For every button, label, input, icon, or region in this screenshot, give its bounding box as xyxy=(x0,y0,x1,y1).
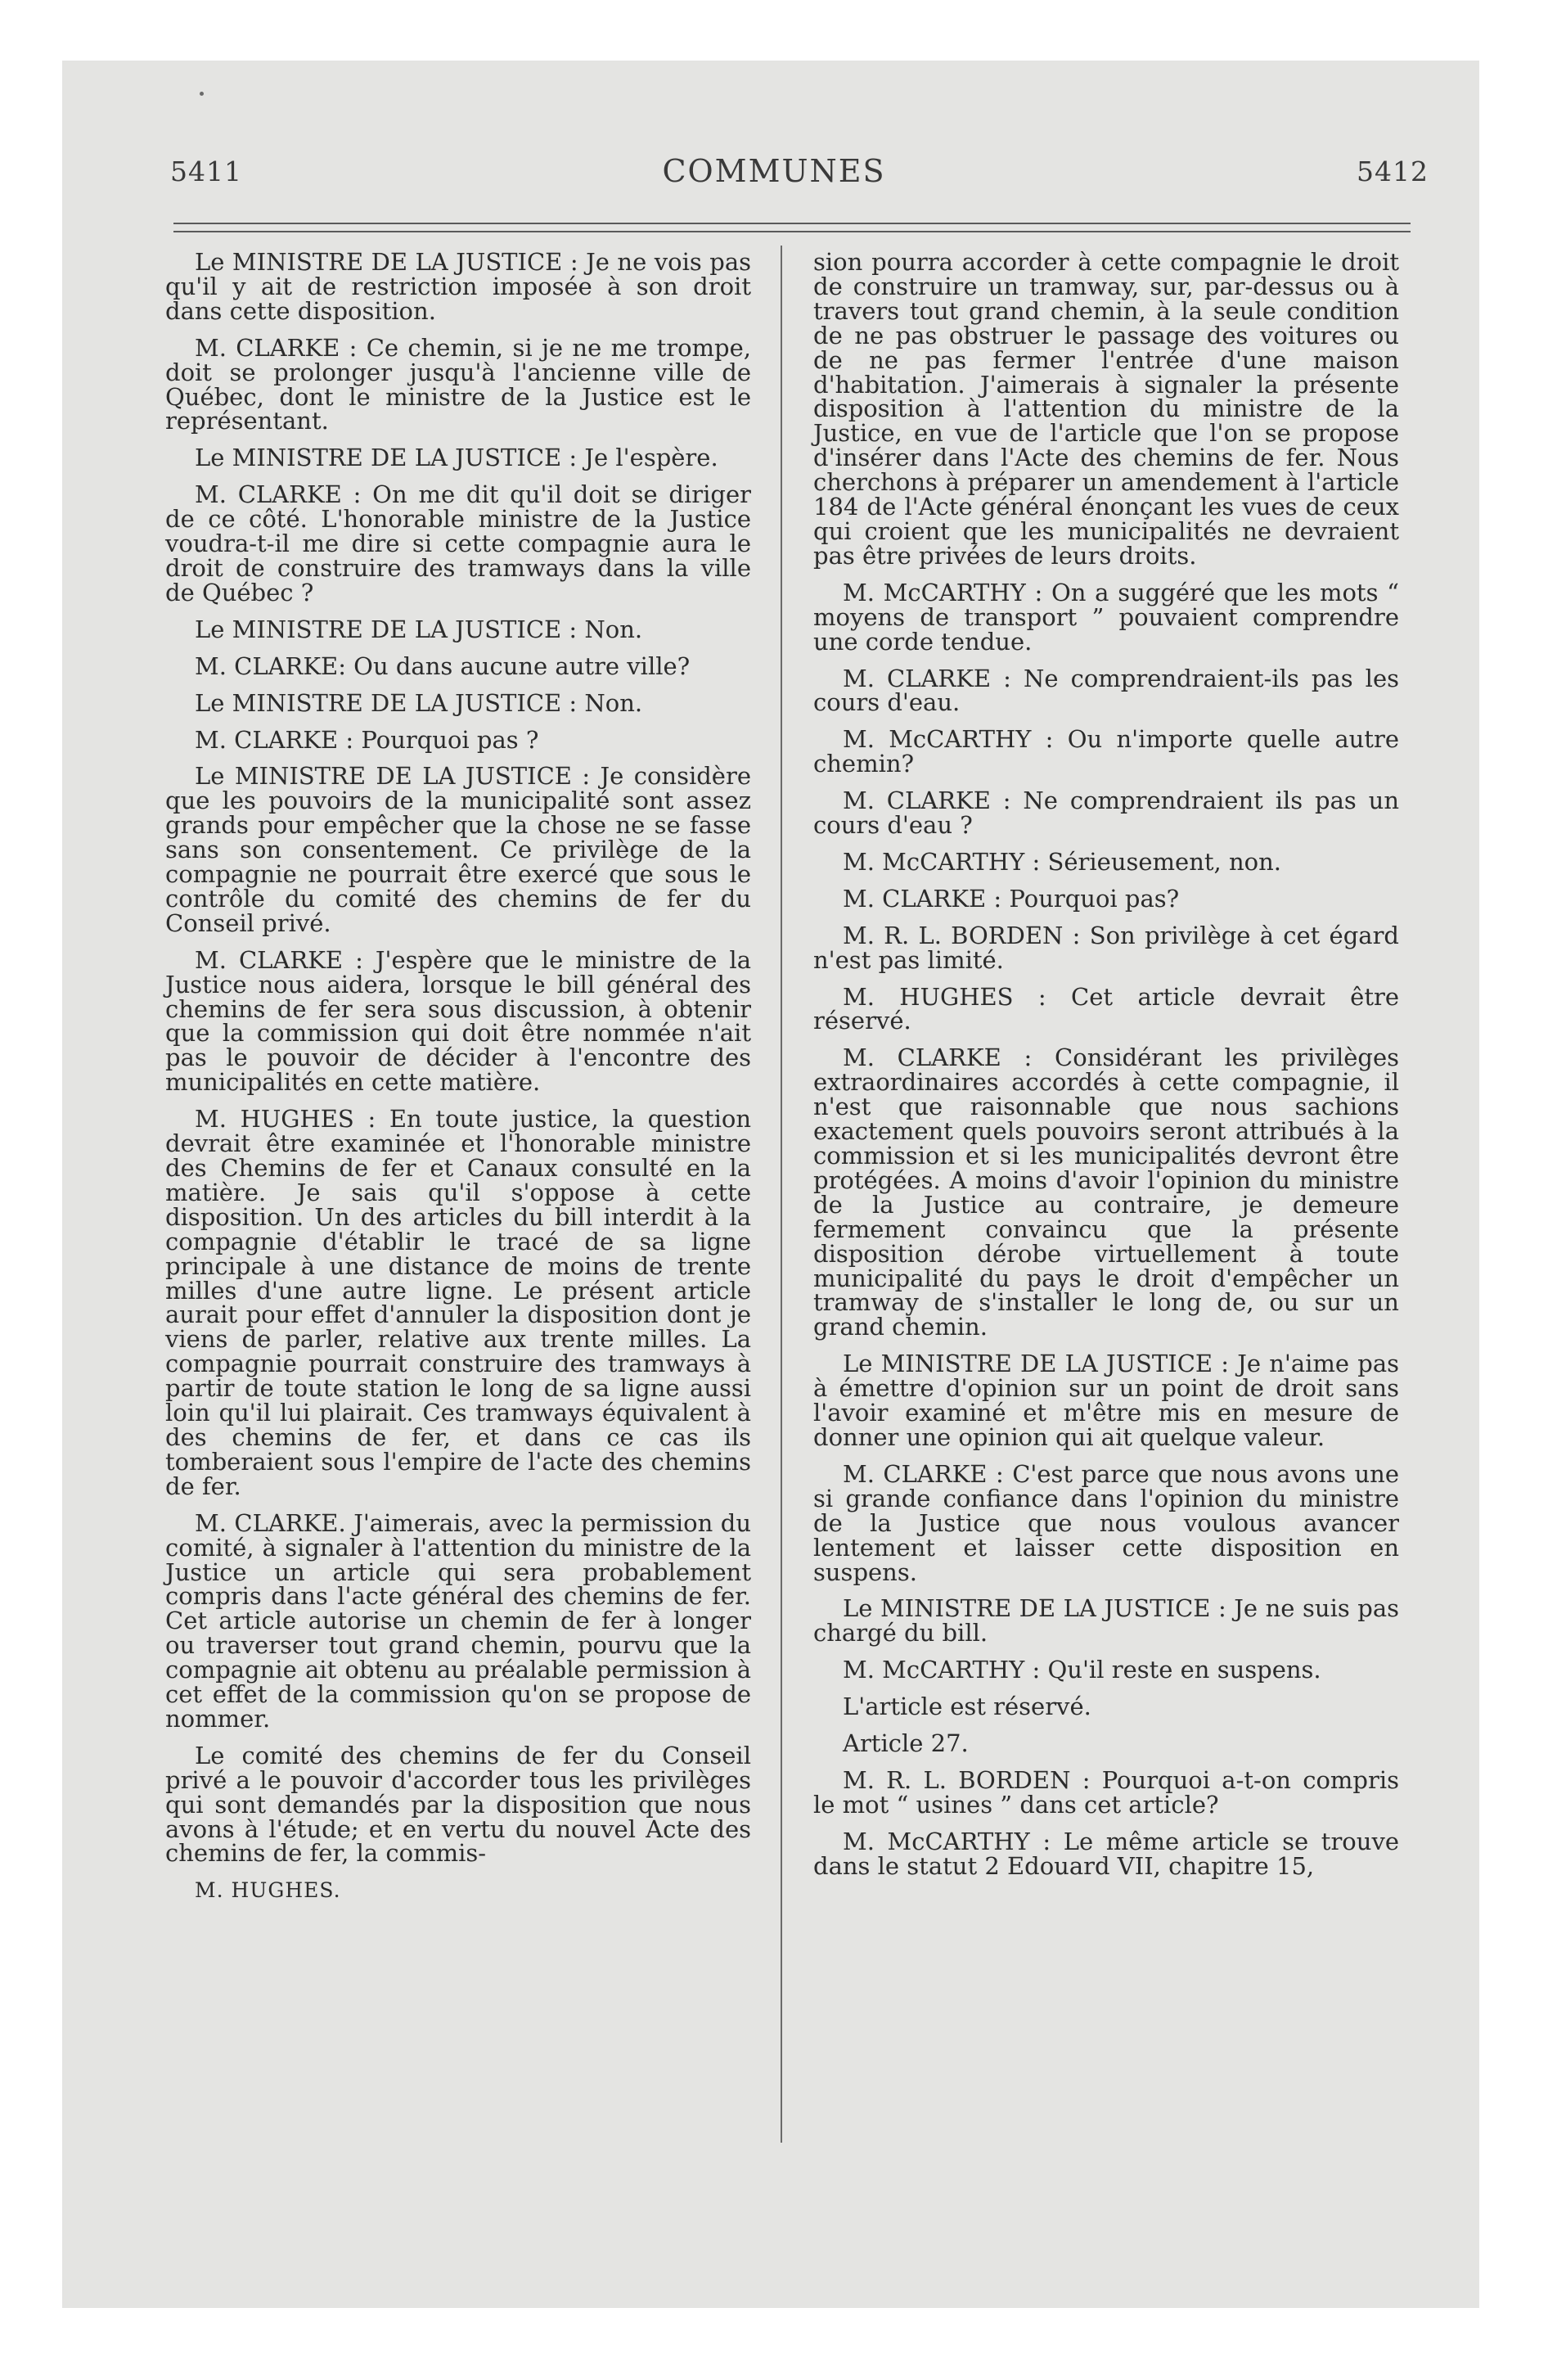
page-title: COMMUNES xyxy=(662,153,886,189)
paragraph: M. CLARKE : C'est parce que nous avons une si grande confiance dans l'opinion du ministre de la Justice que nous voulous avancer lentement et laisser cette disposition en suspens. xyxy=(813,1459,1399,1586)
paragraph: M. McCARTHY : Qu'il reste en suspens. xyxy=(843,1656,1321,1684)
paragraph: Le MINISTRE DE LA JUSTICE : Je n'aime pas à émettre d'opinion sur un point de droit sans l'avoir examiné et m'être mis en mesure de donner une opinion qui ait quelque valeur. xyxy=(813,1350,1399,1451)
paragraph: M. CLARKE : Pourquoi pas ? xyxy=(195,725,539,754)
header-rule-top xyxy=(173,223,1411,224)
paragraph: M. McCARTHY : Ou n'importe quelle autre chemin? xyxy=(813,725,1399,778)
page-number-right: 5412 xyxy=(1357,156,1429,187)
page-number-left: 5411 xyxy=(170,156,242,187)
paragraph: Le comité des chemins de fer du Conseil privé a le pouvoir d'accorder tous les privilèges qui sont demandés par la disposition que nous avons à l'étude; et en vertu du nouvel Acte des chemins de fer, la commis- xyxy=(165,1741,751,1868)
paragraph: M. CLARKE : On me dit qu'il doit se diriger de ce côté. L'honorable ministre de la Justice voudra-t-il me dire si cette compagnie aura le droit de construire des tramways dans la ville de Québec ? xyxy=(165,480,751,606)
left-column xyxy=(165,250,751,1915)
paragraph: Le MINISTRE DE LA JUSTICE : Non. xyxy=(195,615,643,643)
paragraph: M. CLARKE : J'espère que le ministre de la Justice nous aidera, lorsque le bill général des chemins de fer sera sous discussion, à obtenir que la commission qui doit être nommée n'ait pas le pouvoir de décider à l'encontre des municipalités en cette matière. xyxy=(165,945,751,1097)
column-divider xyxy=(781,246,782,2143)
paragraph: M. CLARKE. J'aimerais, avec la permission du comité, à signaler à l'attention du ministre de la Justice un article qui sera probablement compris dans l'acte général des chemins de fer. Cet article autorise un chemin de fer à longer ou traverser tout grand chemin, pourvu que la compagnie ait obtenu au préalable permission à cet effet de la commission qu'on se propose de nommer. xyxy=(165,1508,751,1733)
paragraph: Le MINISTRE DE LA JUSTICE : Je ne suis pas chargé du bill. xyxy=(813,1594,1399,1648)
paragraph: Le MINISTRE DE LA JUSTICE : Je ne vois pas qu'il y ait de restriction imposée à son droit dans cette disposition. xyxy=(165,248,751,325)
speaker-catchword: M. HUGHES. xyxy=(195,1878,341,1903)
paragraph: M. McCARTHY : On a suggéré que les mots “ moyens de transport ” pouvaient comprendre une corde tendue. xyxy=(813,578,1399,656)
paragraph: Le MINISTRE DE LA JUSTICE : Je considère que les pouvoirs de la municipalité sont assez grands pour empêcher que la chose ne se fasse sans son consentement. Ce privilège de la compagnie ne pourrait être exercé que sous le contrôle du comité des chemins de fer du Conseil privé. xyxy=(165,762,751,937)
right-column xyxy=(813,250,1399,1891)
paragraph: M. McCARTHY : Sérieusement, non. xyxy=(843,847,1282,876)
paragraph: M. R. L. BORDEN : Son privilège à cet égard n'est pas limité. xyxy=(813,921,1399,974)
paragraph: M. CLARKE : Considérant les privilèges extraordinaires accordés à cette compagnie, il n'est que raisonnable que nous sachions exactement quels pouvoirs seront attribués à la commission et si les municipalités devront être protégées. A moins d'avoir l'opinion du ministre de la Justice au contraire, je demeure fermement convaincu que la présente disposition dérobe virtuellement à toute municipalité du pays le droit d'empêcher un tramway de s'installer le long de, ou sur un grand chemin. xyxy=(813,1044,1399,1341)
header-rule-bottom xyxy=(173,231,1411,232)
ink-speck xyxy=(200,92,204,96)
paragraph: Le MINISTRE DE LA JUSTICE : Non. xyxy=(195,688,643,717)
paragraph: M. HUGHES : En toute justice, la question devrait être examinée et l'honorable ministre des Chemins de fer et Canaux consulté en la matière. Je sais qu'il s'oppose à cette disposition. Un des articles du bill interdit à la compagnie d'établir le tracé de sa ligne principale à une distance de moins de trente milles d'une autre ligne. Le présent article aurait pour effet d'annuler la disposition dont je viens de parler, relative aux trente milles. La compagnie pourrait construire des tramways à partir de toute station le long de sa ligne aussi loin qu'il lui plairait. Ces tramways équivalent à des chemins de fer, et dans ce cas ils tomberaient sous l'empire de l'acte des chemins de fer. xyxy=(165,1105,751,1500)
paragraph: Le MINISTRE DE LA JUSTICE : Je l'espère. xyxy=(195,444,718,472)
paragraph: Article 27. xyxy=(843,1729,969,1758)
paragraph: M. McCARTHY : Le même article se trouve dans le statut 2 Edouard VII, chapitre 15, xyxy=(813,1827,1399,1880)
paragraph: M. CLARKE : Pourquoi pas? xyxy=(843,884,1180,913)
paragraph: sion pourra accorder à cette compagnie le droit de construire un tramway, sur, par-dessus ou à travers tout grand chemin, à la seule condition de ne pas obstruer le passage des voitures ou de ne pas fermer l'entrée d'une maison d'habitation. J'aimerais à signaler la présente disposition à l'attention du ministre de la Justice, en vue de l'article que l'on se propose d'insérer dans l'Acte des chemins de fer. Nous cherchons à préparer un amendement à l'article 184 de l'Acte général énonçant les vues de ceux qui croient que les municipalités ne devraient pas être privées de leurs droits. xyxy=(813,248,1399,570)
paragraph: M. CLARKE : Ne comprendraient ils pas un cours d'eau ? xyxy=(813,787,1399,840)
paragraph: M. CLARKE : Ne comprendraient-ils pas les cours d'eau. xyxy=(813,664,1399,717)
paragraph: M. CLARKE: Ou dans aucune autre ville? xyxy=(195,651,691,680)
paragraph: M. CLARKE : Ce chemin, si je ne me trompe, doit se prolonger jusqu'à l'ancienne ville de Québec, dont le ministre de la Justice est le représentant. xyxy=(165,333,751,435)
paragraph: M. HUGHES : Cet article devrait être réservé. xyxy=(813,982,1399,1035)
paragraph: M. R. L. BORDEN : Pourquoi a-t-on compris le mot “ usines ” dans cet article? xyxy=(813,1765,1399,1819)
paragraph: L'article est réservé. xyxy=(843,1693,1091,1721)
